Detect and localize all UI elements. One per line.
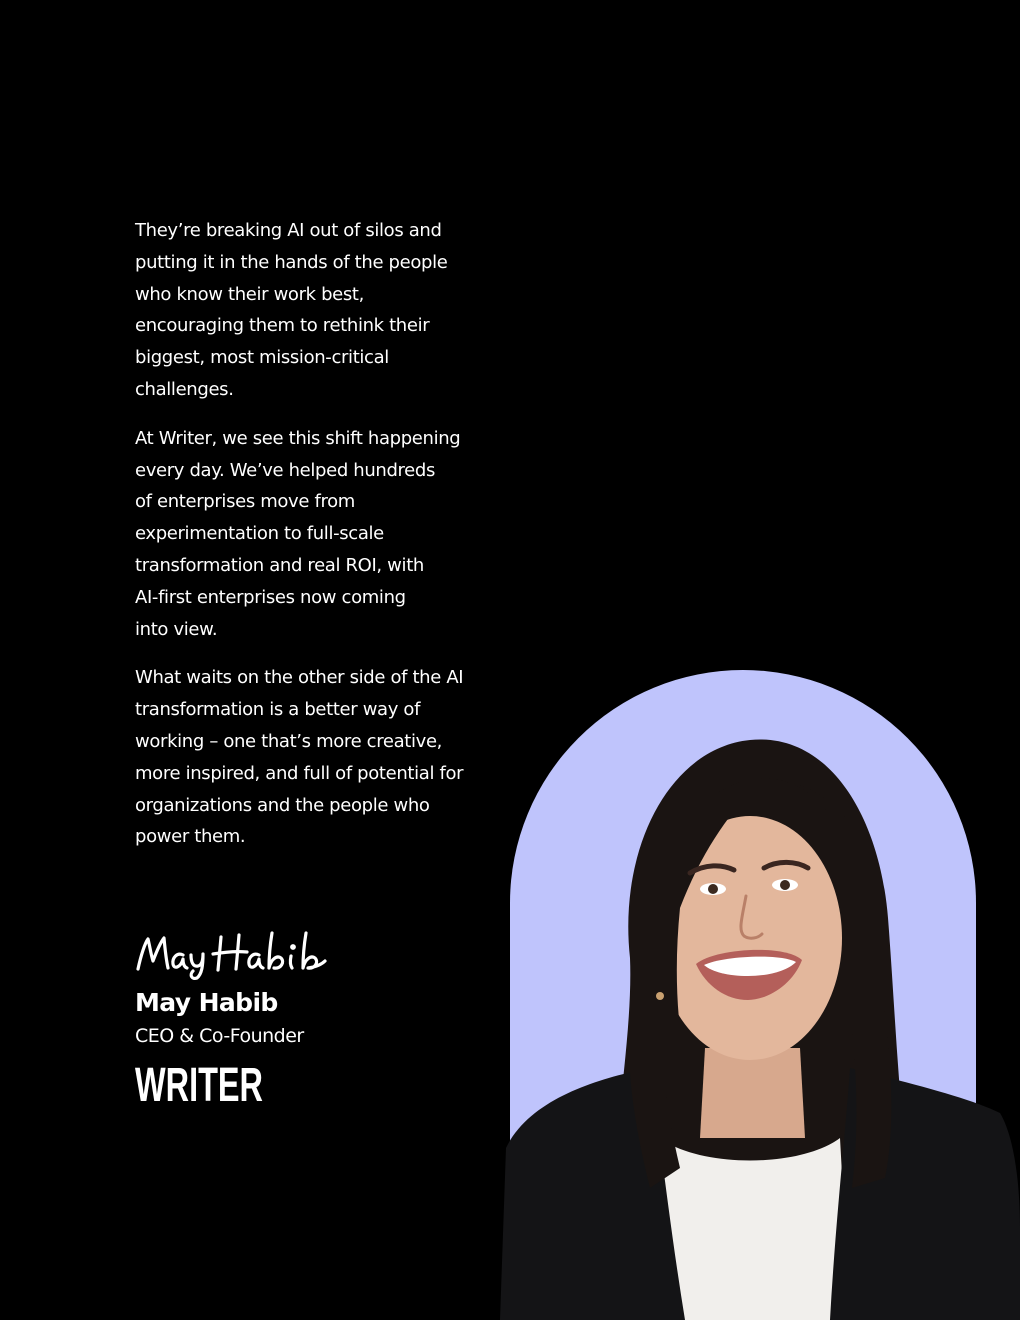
text-line: into view. [135,618,218,640]
svg-text:WRITER: WRITER [135,1059,263,1112]
text-line: more inspired, and full of potential for [135,762,464,784]
text-line: They’re breaking AI out of silos and [135,220,442,241]
handwritten-signature [135,925,375,980]
signature-block [135,925,465,1112]
letter-body [135,215,505,870]
text-line: of enterprises move from [135,491,355,513]
text-line: experimentation to full-scale [135,523,384,545]
paragraph-2 [135,423,505,646]
portrait-photo [500,668,1020,1320]
text-line: who know their work best, [135,283,365,305]
text-line: organizations and the people who [135,794,430,816]
text-line: putting it in the hands of the people [135,251,448,273]
text-line: What waits on the other side of the AI [135,667,464,689]
text-line: working – one that’s more creative, [135,730,443,752]
text-line: At Writer, we see this shift happening [135,427,461,449]
text-line: every day. We’ve helped hundreds [135,459,436,481]
signer-name: May Habib [135,988,278,1017]
signer-title: CEO & Co-Founder [135,1025,304,1047]
paragraph-1 [135,215,505,406]
text-line: power them. [135,826,246,848]
text-line: transformation is a better way of [135,699,421,721]
paragraph-3 [135,662,505,853]
text-line: challenges. [135,378,234,400]
text-line: AI-first enterprises now coming [135,586,406,608]
text-line: biggest, most mission-critical [135,347,389,369]
writer-logo [135,1059,265,1112]
text-line: encouraging them to rethink their [135,315,430,337]
text-line: transformation and real ROI, with [135,554,424,576]
